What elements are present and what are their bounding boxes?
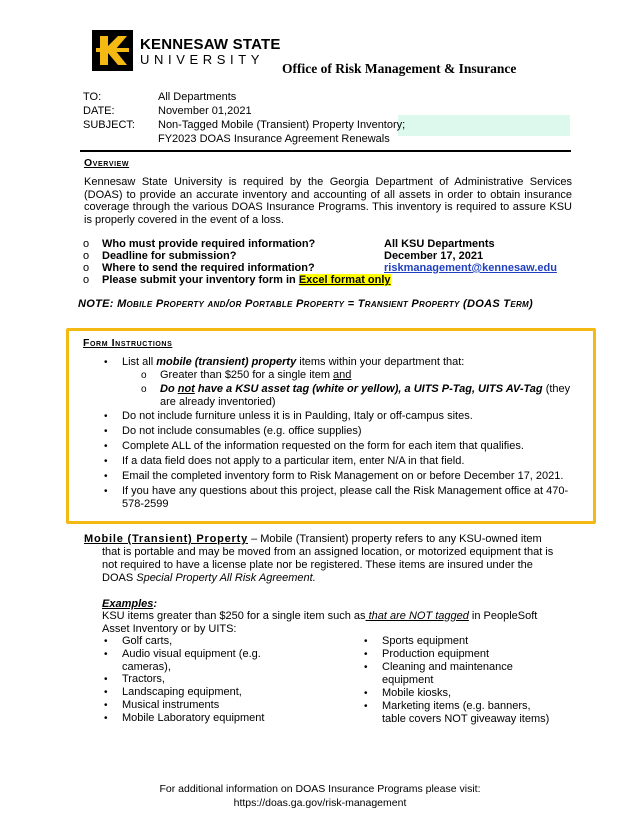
instruction-sub-1: Greater than $250 for a single item and <box>160 369 352 381</box>
example-left-item: Mobile Laboratory equipment <box>122 712 265 724</box>
example-right-item: Sports equipment <box>382 635 469 647</box>
circle-bullet-icon: o <box>141 370 147 381</box>
bullet-icon: • <box>364 662 368 673</box>
question-where: o Where to send the required information? <box>83 262 315 274</box>
mobile-definition-line2: that is portable and may be moved from an assigned location, or motorized equipment that is <box>102 546 554 558</box>
date-label: DATE: <box>83 105 115 117</box>
instruction-sub-2-line2: are already inventoried) <box>160 396 276 408</box>
circle-bullet-icon: o <box>83 262 90 274</box>
university-name-line2: UNIVERSITY <box>140 52 265 67</box>
example-right-item: Mobile kiosks, <box>382 687 452 699</box>
bullet-icon: • <box>364 636 368 647</box>
example-right-item: Cleaning and maintenance <box>382 661 513 673</box>
form-instructions-title: Form Instructions <box>83 337 173 349</box>
ksu-logo <box>90 28 135 73</box>
circle-bullet-icon: o <box>83 250 90 262</box>
examples-intro: KSU items greater than $250 for a single item such as that are NOT tagged in PeopleSoft <box>102 610 538 622</box>
example-right-item: Production equipment <box>382 648 490 660</box>
header-divider <box>80 150 571 152</box>
university-name-line1: KENNESAW STATE <box>140 36 281 53</box>
mobile-title: Mobile (Transient) Property <box>84 533 249 545</box>
subject-line2: FY2023 DOAS Insurance Agreement Renewals <box>158 133 390 145</box>
bullet-icon: • <box>104 636 108 647</box>
example-left-item: Landscaping equipment, <box>122 686 242 698</box>
office-title: Office of Risk Management & Insurance <box>282 61 517 76</box>
instruction-item-7: If you have any questions about this project, please call the Risk Management office at 470- <box>122 485 569 497</box>
answer-deadline: December 17, 2021 <box>384 250 484 262</box>
bullet-icon: • <box>104 649 108 660</box>
instruction-item-4: Complete ALL of the information requested on the form for each item that qualifies. <box>122 440 524 452</box>
bullet-icon: • <box>104 700 108 711</box>
example-left-item: Musical instruments <box>122 699 220 711</box>
instruction-item-7-line2: 578-2599 <box>122 498 169 510</box>
footer-line1: For additional information on DOAS Insurance Programs please visit: <box>159 783 481 795</box>
subject-highlight-box <box>398 115 570 136</box>
excel-format-highlight: Excel format only <box>298 274 391 286</box>
bullet-icon: • <box>364 701 368 712</box>
to-value: All Departments <box>158 91 237 103</box>
example-left-item: Audio visual equipment (e.g. <box>122 648 261 660</box>
answer-who: All KSU Departments <box>384 238 495 250</box>
example-left-item: Golf carts, <box>122 635 173 647</box>
submit-instruction: o Please submit your inventory form in Excel format only <box>83 274 391 286</box>
bullet-icon: • <box>104 687 108 698</box>
bullet-icon: • <box>104 411 108 422</box>
to-label: TO: <box>83 91 102 103</box>
instruction-item-5: If a data field does not apply to a particular item, enter N/A in that field. <box>122 455 465 467</box>
bullet-icon: • <box>104 713 108 724</box>
mobile-definition-line4: DOAS Special Property All Risk Agreement. <box>102 572 316 584</box>
bullet-icon: • <box>364 649 368 660</box>
bullet-icon: • <box>104 357 108 368</box>
instruction-item-2: Do not include furniture unless it is in Paulding, Italy or off-campus sites. <box>122 410 473 422</box>
instruction-item-6: Email the completed inventory form to Risk Management on or before December 17, 2021. <box>122 470 564 482</box>
example-right-item: Marketing items (e.g. banners, <box>382 700 531 712</box>
overview-title: Overview <box>84 157 130 169</box>
bullet-icon: • <box>104 426 108 437</box>
email-link[interactable]: riskmanagement@kennesaw.edu <box>384 262 557 274</box>
question-who: o Who must provide required information? <box>83 238 316 250</box>
examples-title: Examples: <box>102 598 158 610</box>
bullet-icon: • <box>104 441 108 452</box>
examples-intro-line2: Asset Inventory or by UITS: <box>102 623 237 635</box>
subject-line1: Non-Tagged Mobile (Transient) Property Inventory; <box>158 119 406 131</box>
example-left-item: cameras), <box>122 661 171 673</box>
circle-bullet-icon: o <box>141 384 147 395</box>
circle-bullet-icon: o <box>83 274 90 286</box>
instruction-sub-2: Do not have a KSU asset tag (white or yellow), a UITS P-Tag, UITS AV-Tag (they <box>160 383 571 395</box>
instruction-item-1: List all mobile (transient) property items within your department that: <box>122 356 465 368</box>
overview-text: Kennesaw State University is required by the Georgia Department of Administrative Services (DOAS) to provide an accurate inventory and accounting of all assets in order to obtain insurance coverage through the various DOAS Insurance Programs. This inventory is required to assure KSU is properly covered in the event of a loss. <box>84 176 572 226</box>
subject-label: SUBJECT: <box>83 119 135 131</box>
note-line: NOTE: Mobile Property and/or Portable Property = Transient Property (DOAS Term) <box>78 298 533 310</box>
bullet-icon: • <box>104 486 108 497</box>
date-value: November 01,2021 <box>158 105 252 117</box>
example-right-item: equipment <box>382 674 434 686</box>
instruction-item-3: Do not include consumables (e.g. office supplies) <box>122 425 362 437</box>
bullet-icon: • <box>104 456 108 467</box>
footer-link[interactable]: https://doas.ga.gov/risk-management <box>233 797 407 809</box>
bullet-icon: • <box>104 471 108 482</box>
mobile-definition-line1: Mobile (Transient) Property – Mobile (Transient) property refers to any KSU-owned item <box>84 533 542 545</box>
mobile-definition-line3: not required to have a license plate nor be registered. These items are insured under the <box>102 559 533 571</box>
example-right-item: table covers NOT giveaway items) <box>382 713 550 725</box>
circle-bullet-icon: o <box>83 238 90 250</box>
bullet-icon: • <box>364 688 368 699</box>
question-deadline: o Deadline for submission? <box>83 250 237 262</box>
bullet-icon: • <box>104 674 108 685</box>
example-left-item: Tractors, <box>122 673 165 685</box>
